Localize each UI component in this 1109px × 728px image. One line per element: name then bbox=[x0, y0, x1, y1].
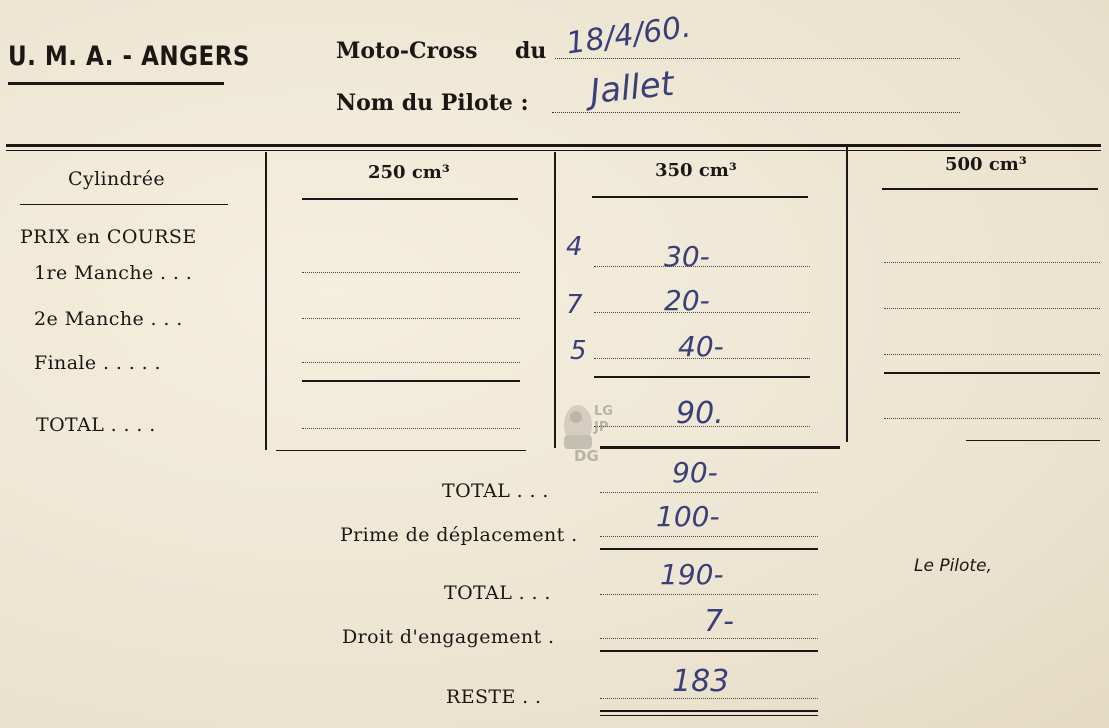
event-date-line bbox=[555, 58, 960, 59]
cell-350-sum-rule bbox=[594, 376, 810, 378]
pilot-label: Nom du Pilote : bbox=[336, 90, 529, 116]
summary-reste-value: 183 bbox=[672, 664, 730, 699]
row-label-total: TOTAL . . . . bbox=[36, 414, 156, 436]
cylindree-label: Cylindrée bbox=[68, 168, 165, 190]
summary-total-label: TOTAL . . . bbox=[442, 480, 549, 502]
row-label-finale: Finale . . . . . bbox=[34, 352, 161, 374]
table-bottom-rule-mid bbox=[600, 446, 840, 449]
table-top-rule-thin bbox=[6, 150, 1101, 151]
table-top-rule bbox=[6, 144, 1101, 147]
section-label: PRIX en COURSE bbox=[20, 226, 197, 248]
summary-reste-label: RESTE . . bbox=[446, 686, 542, 708]
cell-500-finale bbox=[884, 354, 1100, 355]
table-bottom-rule-left bbox=[276, 450, 526, 451]
svg-text:LG: LG bbox=[594, 404, 613, 419]
column-header-500: 500 cm³ bbox=[945, 154, 1027, 175]
summary-final-rule-2 bbox=[600, 715, 818, 716]
column-header-350: 350 cm³ bbox=[655, 160, 737, 181]
column-header-250: 250 cm³ bbox=[368, 162, 450, 183]
summary-total-value: 90- bbox=[672, 456, 718, 489]
summary-total2-label: TOTAL . . . bbox=[444, 582, 551, 604]
summary-prime-line bbox=[600, 536, 818, 537]
organization-title: U. M. A. - ANGERS bbox=[8, 42, 250, 72]
cell-250-sum-rule bbox=[302, 380, 520, 382]
svg-text:JP: JP bbox=[594, 420, 609, 435]
cell-500-total bbox=[884, 418, 1100, 419]
event-date-value: 18/4/60. bbox=[564, 9, 694, 62]
collection-stamp-icon bbox=[560, 395, 620, 465]
summary-droit-value: 7- bbox=[704, 604, 734, 639]
column-divider-2 bbox=[554, 152, 556, 448]
column-header-250-underline bbox=[302, 198, 518, 200]
cell-250-manche-1 bbox=[302, 272, 520, 273]
pilot-name-value: Jallet bbox=[588, 63, 676, 113]
value-350-manche-2: 20- bbox=[664, 284, 710, 317]
svg-text:DG: DG bbox=[574, 447, 599, 465]
value-350-total: 90. bbox=[676, 396, 724, 431]
column-header-500-underline bbox=[882, 188, 1098, 190]
column-divider-3 bbox=[846, 146, 848, 442]
place-350-manche-2: 7 bbox=[566, 290, 583, 320]
summary-total2-value: 190- bbox=[660, 558, 724, 591]
column-divider-1 bbox=[265, 152, 267, 450]
place-350-manche-1: 4 bbox=[566, 232, 583, 262]
summary-sum-rule bbox=[600, 548, 818, 550]
signature-label: Le Pilote, bbox=[914, 556, 992, 576]
row-label-manche-2: 2e Manche . . . bbox=[34, 308, 183, 330]
row-label-manche-1: 1re Manche . . . bbox=[34, 262, 193, 284]
place-350-finale: 5 bbox=[570, 336, 587, 366]
column-header-350-underline bbox=[592, 196, 808, 198]
summary-final-rule-1 bbox=[600, 710, 818, 712]
summary-prime-label: Prime de déplacement . bbox=[340, 524, 578, 546]
summary-diff-rule bbox=[600, 650, 818, 652]
cell-500-sum-rule bbox=[884, 372, 1100, 374]
event-connector: du bbox=[515, 38, 547, 64]
summary-droit-label: Droit d'engagement . bbox=[342, 626, 555, 648]
organization-underline bbox=[8, 82, 224, 85]
event-label: Moto-Cross bbox=[336, 38, 478, 64]
summary-total2-line bbox=[600, 594, 818, 595]
cell-500-manche-2 bbox=[884, 308, 1100, 309]
summary-total-line bbox=[600, 492, 818, 493]
summary-prime-value: 100- bbox=[656, 500, 720, 533]
pilot-name-line bbox=[552, 112, 960, 113]
table-bottom-rule-right bbox=[966, 440, 1100, 441]
cell-500-manche-1 bbox=[884, 262, 1100, 263]
cell-250-total bbox=[302, 428, 520, 429]
cell-250-finale bbox=[302, 362, 520, 363]
value-350-manche-1: 30- bbox=[664, 240, 710, 273]
cell-250-manche-2 bbox=[302, 318, 520, 319]
cylindree-underline bbox=[20, 204, 228, 205]
value-350-finale: 40- bbox=[678, 330, 724, 363]
